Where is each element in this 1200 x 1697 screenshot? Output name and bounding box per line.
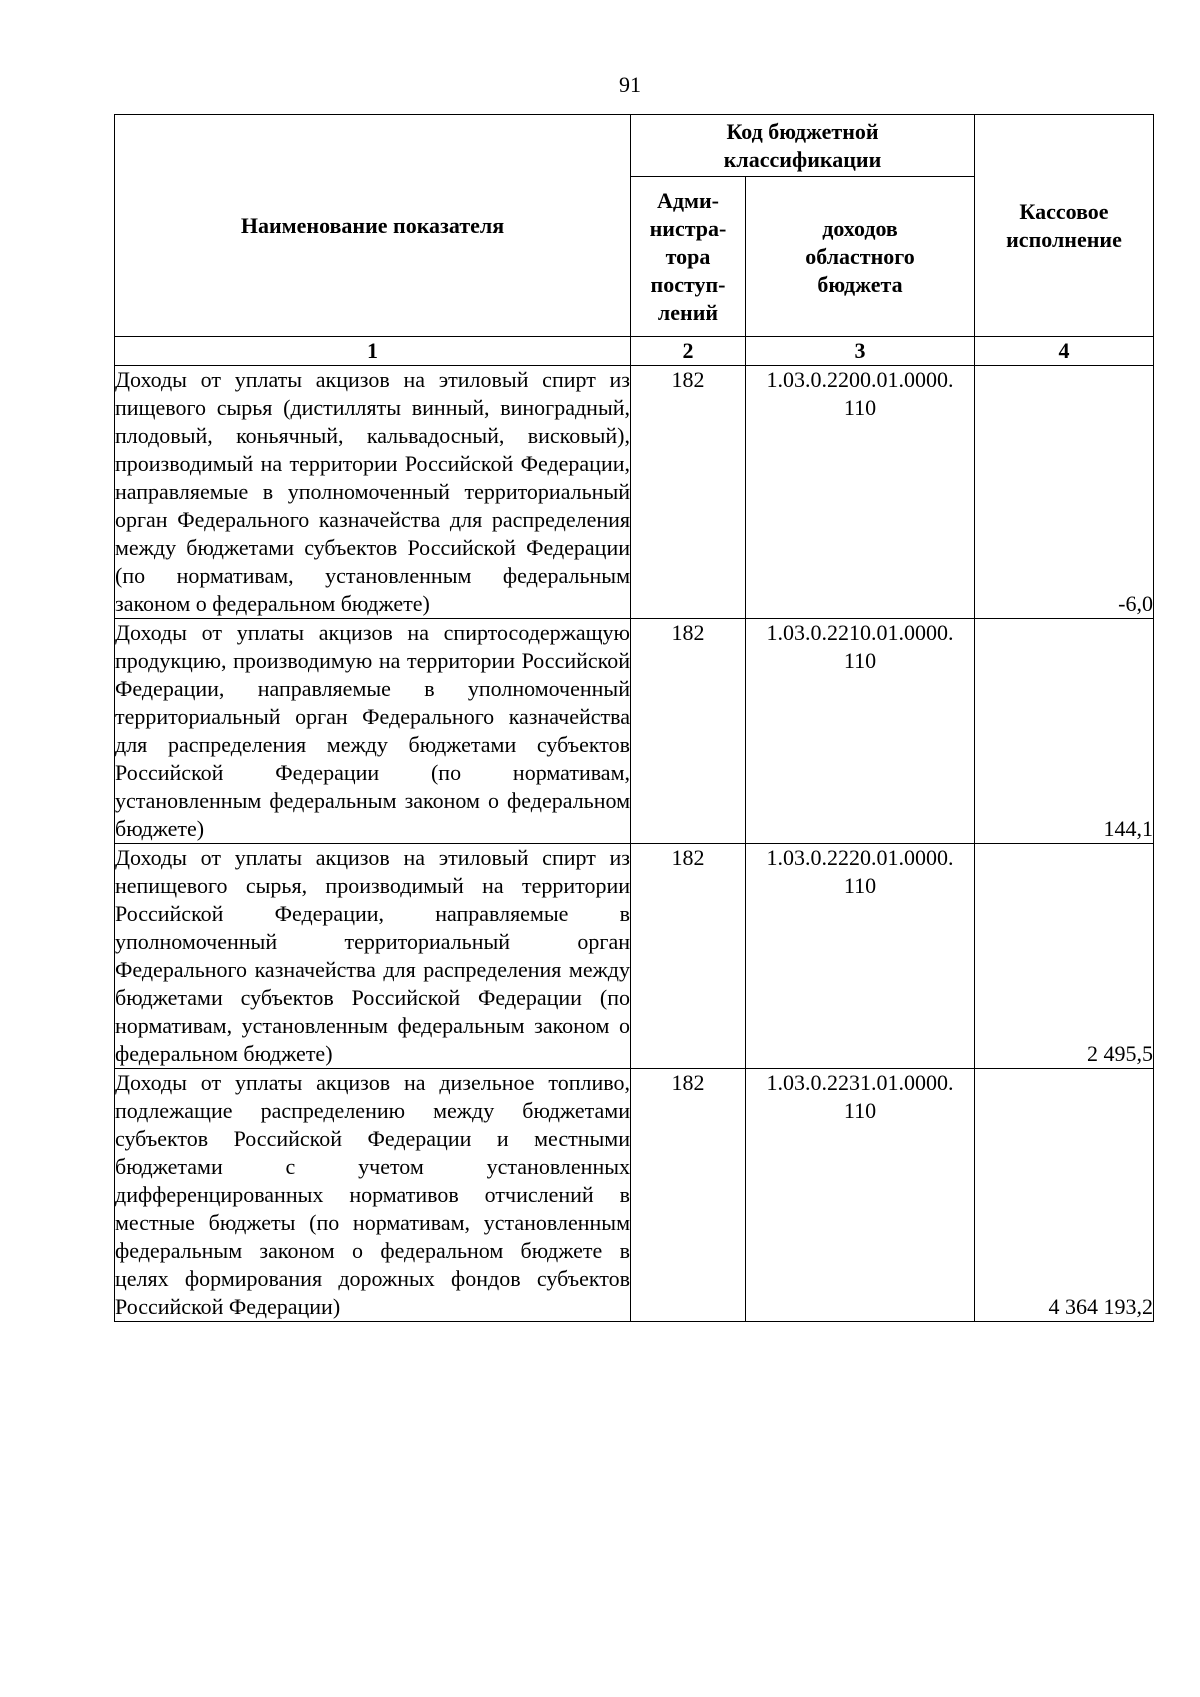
row-code: 1.03.0.2220.01.0000. 110 <box>746 844 975 1069</box>
column-number-4: 4 <box>975 337 1154 366</box>
header-code-group: Код бюджетной классификации <box>631 115 975 177</box>
row-admin: 182 <box>631 844 746 1069</box>
header-name: Наименование показателя <box>115 115 631 337</box>
table-row <box>115 1069 1154 1322</box>
page-number: 91 <box>619 72 641 97</box>
row-name: Доходы от уплаты акцизов на этиловый спирт из пищевого сырья (дистилляты винный, виноградный, плодовый, коньячный, кальвадосный, висковый), производимый на территории Российской Федерации, направляемые в уполномоченный территориальный орган Федерального казначейства для распределения между бюджетами субъектов Российской Федерации (по нормативам, установленным федеральным законом о федеральном бюджете) <box>115 366 631 619</box>
row-code: 1.03.0.2231.01.0000. 110 <box>746 1069 975 1322</box>
row-name: Доходы от уплаты акцизов на этиловый спирт из непищевого сырья, производимый на территории Российской Федерации, направляемые в уполномоченный территориальный орган Федерального казначейства для распределения между бюджетами субъектов Российской Федерации (по нормативам, установленным федеральным законом о федеральном бюджете) <box>115 844 631 1069</box>
row-admin: 182 <box>631 619 746 844</box>
column-number-3: 3 <box>746 337 975 366</box>
row-name: Доходы от уплаты акцизов на дизельное топливо, подлежащие распределению между бюджетами субъектов Российской Федерации и местными бюджетами с учетом установленных дифференцированных нормативов отчислений в местные бюджеты (по нормативам, установленным федеральным законом о федеральном бюджете в целях формирования дорожных фондов субъектов Российской Федерации) <box>115 1069 631 1322</box>
row-code: 1.03.0.2210.01.0000. 110 <box>746 619 975 844</box>
row-name: Доходы от уплаты акцизов на спиртосодержащую продукцию, производимую на территории Российской Федерации, направляемые в уполномоченный территориальный орган Федерального казначейства для распределения между бюджетами субъектов Российской Федерации (по нормативам, установленным федеральным законом о федеральном бюджете) <box>115 619 631 844</box>
header-admin: Адми- нистра- тора поступ- лений <box>631 177 746 337</box>
row-amount: 2 495,5 <box>975 844 1154 1069</box>
header-income: доходов областного бюджета <box>746 177 975 337</box>
row-admin: 182 <box>631 366 746 619</box>
row-amount: 144,1 <box>975 619 1154 844</box>
table-row <box>115 844 1154 1069</box>
header-amount: Кассовое исполнение <box>975 115 1154 337</box>
table-row <box>115 366 1154 619</box>
row-amount: -6,0 <box>975 366 1154 619</box>
column-number-2: 2 <box>631 337 746 366</box>
row-admin: 182 <box>631 1069 746 1322</box>
row-amount: 4 364 193,2 <box>975 1069 1154 1322</box>
table-row <box>115 619 1154 844</box>
row-code: 1.03.0.2200.01.0000. 110 <box>746 366 975 619</box>
column-number-1: 1 <box>115 337 631 366</box>
budget-table <box>114 114 1154 1322</box>
